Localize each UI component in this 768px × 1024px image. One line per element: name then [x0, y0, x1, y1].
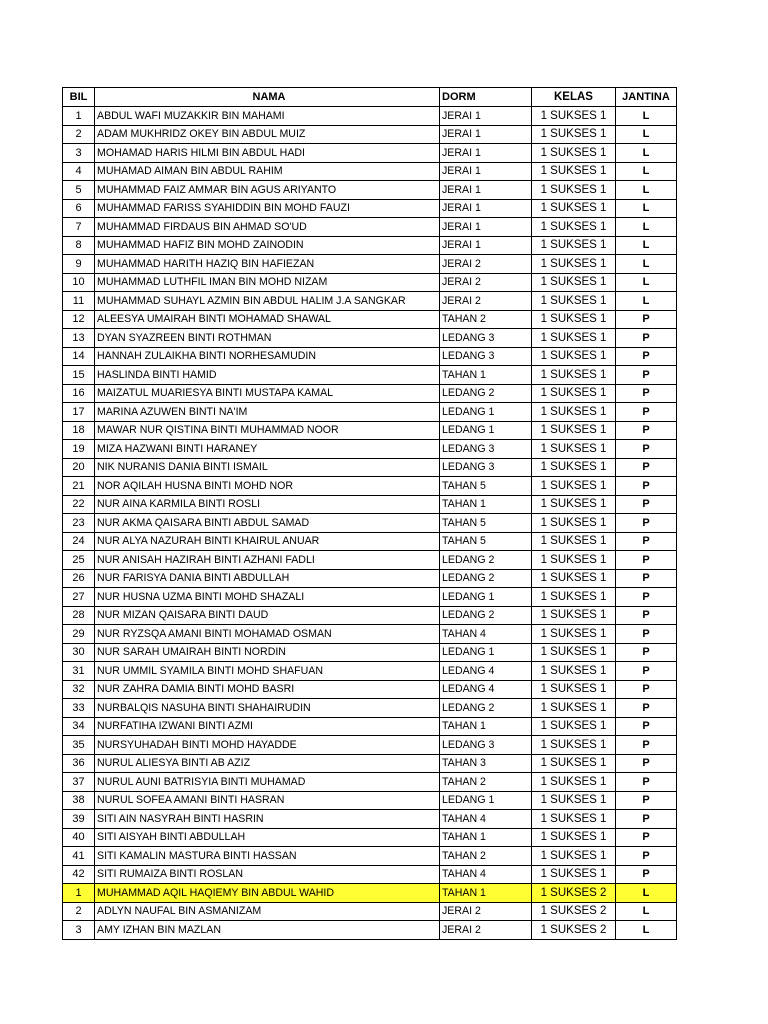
cell-dorm: LEDANG 2 [440, 384, 532, 403]
cell-dorm: LEDANG 3 [440, 458, 532, 477]
cell-bil: 13 [63, 329, 95, 348]
cell-jantina: P [616, 588, 677, 607]
table-row [63, 310, 677, 329]
student-list-sheet [62, 87, 677, 940]
cell-kelas: 1 SUKSES 1 [532, 384, 616, 403]
cell-dorm: TAHAN 1 [440, 495, 532, 514]
cell-bil: 25 [63, 551, 95, 570]
cell-dorm: JERAI 1 [440, 162, 532, 181]
table-row [63, 162, 677, 181]
cell-jantina: P [616, 495, 677, 514]
cell-kelas: 1 SUKSES 1 [532, 236, 616, 255]
cell-jantina: P [616, 680, 677, 699]
cell-dorm: LEDANG 2 [440, 699, 532, 718]
cell-kelas: 1 SUKSES 1 [532, 292, 616, 311]
cell-kelas: 1 SUKSES 1 [532, 551, 616, 570]
cell-dorm: TAHAN 5 [440, 514, 532, 533]
cell-nama: NURBALQIS NASUHA BINTI SHAHAIRUDIN [95, 699, 440, 718]
cell-nama: MUHAMMAD FIRDAUS BIN AHMAD SO'UD [95, 218, 440, 237]
cell-jantina: P [616, 366, 677, 385]
table-row [63, 255, 677, 274]
cell-bil: 38 [63, 791, 95, 810]
cell-nama: NUR HUSNA UZMA BINTI MOHD SHAZALI [95, 588, 440, 607]
cell-jantina: P [616, 310, 677, 329]
cell-bil: 18 [63, 421, 95, 440]
cell-kelas: 1 SUKSES 1 [532, 421, 616, 440]
cell-dorm: LEDANG 3 [440, 736, 532, 755]
cell-jantina: P [616, 625, 677, 644]
cell-nama: NUR SARAH UMAIRAH BINTI NORDIN [95, 643, 440, 662]
cell-dorm: LEDANG 2 [440, 551, 532, 570]
cell-bil: 27 [63, 588, 95, 607]
cell-kelas: 1 SUKSES 1 [532, 125, 616, 144]
cell-nama: NURUL SOFEA AMANI BINTI HASRAN [95, 791, 440, 810]
cell-bil: 7 [63, 218, 95, 237]
cell-jantina: P [616, 458, 677, 477]
cell-nama: NURUL AUNI BATRISYIA BINTI MUHAMAD [95, 773, 440, 792]
cell-dorm: LEDANG 1 [440, 643, 532, 662]
cell-bil: 11 [63, 292, 95, 311]
student-table [62, 87, 677, 940]
cell-dorm: JERAI 1 [440, 125, 532, 144]
table-row [63, 828, 677, 847]
cell-bil: 15 [63, 366, 95, 385]
cell-dorm: LEDANG 1 [440, 421, 532, 440]
cell-jantina: L [616, 218, 677, 237]
cell-bil: 16 [63, 384, 95, 403]
cell-jantina: P [616, 810, 677, 829]
cell-nama: DYAN SYAZREEN BINTI ROTHMAN [95, 329, 440, 348]
table-row [63, 440, 677, 459]
cell-nama: NURUL ALIESYA BINTI AB AZIZ [95, 754, 440, 773]
cell-jantina: P [616, 662, 677, 681]
cell-jantina: L [616, 921, 677, 940]
table-row [63, 921, 677, 940]
cell-bil: 20 [63, 458, 95, 477]
cell-bil: 4 [63, 162, 95, 181]
cell-dorm: JERAI 1 [440, 181, 532, 200]
cell-jantina: P [616, 532, 677, 551]
cell-nama: MUHAMMAD FARISS SYAHIDDIN BIN MOHD FAUZI [95, 199, 440, 218]
cell-kelas: 1 SUKSES 1 [532, 847, 616, 866]
cell-kelas: 1 SUKSES 1 [532, 440, 616, 459]
cell-jantina: P [616, 828, 677, 847]
cell-dorm: LEDANG 1 [440, 588, 532, 607]
cell-jantina: P [616, 347, 677, 366]
cell-dorm: TAHAN 1 [440, 884, 532, 903]
cell-nama: NUR ALYA NAZURAH BINTI KHAIRUL ANUAR [95, 532, 440, 551]
cell-nama: HASLINDA BINTI HAMID [95, 366, 440, 385]
cell-jantina: P [616, 643, 677, 662]
cell-nama: AMY IZHAN BIN MAZLAN [95, 921, 440, 940]
cell-dorm: TAHAN 3 [440, 754, 532, 773]
cell-bil: 39 [63, 810, 95, 829]
table-row [63, 588, 677, 607]
cell-bil: 42 [63, 865, 95, 884]
cell-kelas: 1 SUKSES 1 [532, 477, 616, 496]
cell-nama: NUR ZAHRA DAMIA BINTI MOHD BASRI [95, 680, 440, 699]
cell-nama: NUR MIZAN QAISARA BINTI DAUD [95, 606, 440, 625]
cell-kelas: 1 SUKSES 1 [532, 218, 616, 237]
cell-dorm: LEDANG 3 [440, 347, 532, 366]
cell-jantina: P [616, 569, 677, 588]
cell-bil: 28 [63, 606, 95, 625]
cell-bil: 23 [63, 514, 95, 533]
table-row [63, 273, 677, 292]
cell-kelas: 1 SUKSES 1 [532, 791, 616, 810]
cell-bil: 34 [63, 717, 95, 736]
cell-jantina: P [616, 329, 677, 348]
cell-dorm: TAHAN 4 [440, 625, 532, 644]
cell-jantina: P [616, 736, 677, 755]
cell-nama: NIK NURANIS DANIA BINTI ISMAIL [95, 458, 440, 477]
table-row [63, 791, 677, 810]
cell-nama: MOHAMAD HARIS HILMI BIN ABDUL HADI [95, 144, 440, 163]
cell-bil: 22 [63, 495, 95, 514]
cell-jantina: P [616, 514, 677, 533]
table-row [63, 532, 677, 551]
cell-nama: ABDUL WAFI MUZAKKIR BIN MAHAMI [95, 107, 440, 126]
cell-bil: 2 [63, 125, 95, 144]
cell-kelas: 1 SUKSES 1 [532, 773, 616, 792]
cell-dorm: TAHAN 1 [440, 717, 532, 736]
cell-nama: NUR AINA KARMILA BINTI ROSLI [95, 495, 440, 514]
table-row [63, 514, 677, 533]
cell-dorm: JERAI 1 [440, 218, 532, 237]
cell-nama: NURFATIHA IZWANI BINTI AZMI [95, 717, 440, 736]
cell-jantina: P [616, 477, 677, 496]
cell-bil: 41 [63, 847, 95, 866]
cell-nama: MAIZATUL MUARIESYA BINTI MUSTAPA KAMAL [95, 384, 440, 403]
cell-kelas: 1 SUKSES 1 [532, 699, 616, 718]
cell-jantina: L [616, 884, 677, 903]
cell-jantina: P [616, 847, 677, 866]
cell-nama: NUR ANISAH HAZIRAH BINTI AZHANI FADLI [95, 551, 440, 570]
cell-kelas: 1 SUKSES 1 [532, 865, 616, 884]
table-row [63, 458, 677, 477]
cell-jantina: L [616, 255, 677, 274]
cell-jantina: L [616, 292, 677, 311]
cell-kelas: 1 SUKSES 1 [532, 828, 616, 847]
table-row [63, 606, 677, 625]
cell-bil: 21 [63, 477, 95, 496]
table-row [63, 107, 677, 126]
cell-bil: 14 [63, 347, 95, 366]
cell-jantina: L [616, 181, 677, 200]
cell-dorm: JERAI 2 [440, 292, 532, 311]
cell-bil: 3 [63, 144, 95, 163]
cell-bil: 24 [63, 532, 95, 551]
cell-jantina: L [616, 107, 677, 126]
header-nama: NAMA [95, 88, 440, 107]
cell-dorm: JERAI 1 [440, 144, 532, 163]
table-row [63, 736, 677, 755]
table-body [63, 107, 677, 940]
cell-nama: MUHAMAD AIMAN BIN ABDUL RAHIM [95, 162, 440, 181]
cell-jantina: L [616, 199, 677, 218]
table-row [63, 773, 677, 792]
cell-bil: 8 [63, 236, 95, 255]
cell-kelas: 1 SUKSES 1 [532, 310, 616, 329]
table-row [63, 754, 677, 773]
table-row [63, 699, 677, 718]
table-row [63, 403, 677, 422]
cell-bil: 40 [63, 828, 95, 847]
cell-dorm: TAHAN 2 [440, 847, 532, 866]
table-row [63, 236, 677, 255]
cell-bil: 29 [63, 625, 95, 644]
cell-dorm: JERAI 2 [440, 902, 532, 921]
cell-jantina: L [616, 273, 677, 292]
cell-kelas: 1 SUKSES 1 [532, 680, 616, 699]
cell-kelas: 1 SUKSES 1 [532, 366, 616, 385]
cell-dorm: LEDANG 1 [440, 791, 532, 810]
cell-dorm: TAHAN 2 [440, 310, 532, 329]
cell-kelas: 1 SUKSES 1 [532, 754, 616, 773]
cell-nama: MUHAMMAD HAFIZ BIN MOHD ZAINODIN [95, 236, 440, 255]
cell-bil: 1 [63, 107, 95, 126]
cell-bil: 12 [63, 310, 95, 329]
header-kelas: KELAS [532, 88, 616, 107]
cell-bil: 9 [63, 255, 95, 274]
cell-dorm: LEDANG 1 [440, 403, 532, 422]
table-row [63, 884, 677, 903]
cell-kelas: 1 SUKSES 1 [532, 181, 616, 200]
cell-dorm: TAHAN 1 [440, 366, 532, 385]
cell-nama: SITI AISYAH BINTI ABDULLAH [95, 828, 440, 847]
cell-kelas: 1 SUKSES 1 [532, 514, 616, 533]
table-row [63, 680, 677, 699]
table-row [63, 181, 677, 200]
table-row [63, 144, 677, 163]
cell-kelas: 1 SUKSES 1 [532, 329, 616, 348]
cell-nama: MIZA HAZWANI BINTI HARANEY [95, 440, 440, 459]
table-row [63, 902, 677, 921]
cell-dorm: JERAI 1 [440, 236, 532, 255]
table-row [63, 643, 677, 662]
cell-bil: 36 [63, 754, 95, 773]
table-row [63, 662, 677, 681]
cell-jantina: L [616, 125, 677, 144]
cell-jantina: L [616, 902, 677, 921]
cell-dorm: TAHAN 1 [440, 828, 532, 847]
table-row [63, 421, 677, 440]
table-row [63, 218, 677, 237]
cell-nama: NURSYUHADAH BINTI MOHD HAYADDE [95, 736, 440, 755]
cell-dorm: JERAI 1 [440, 107, 532, 126]
cell-bil: 10 [63, 273, 95, 292]
cell-nama: HANNAH ZULAIKHA BINTI NORHESAMUDIN [95, 347, 440, 366]
cell-kelas: 1 SUKSES 1 [532, 810, 616, 829]
cell-jantina: P [616, 403, 677, 422]
cell-dorm: TAHAN 4 [440, 810, 532, 829]
table-row [63, 366, 677, 385]
cell-dorm: LEDANG 3 [440, 440, 532, 459]
cell-bil: 30 [63, 643, 95, 662]
cell-kelas: 1 SUKSES 1 [532, 625, 616, 644]
cell-nama: MUHAMMAD SUHAYL AZMIN BIN ABDUL HALIM J.A SANGKAR [95, 292, 440, 311]
table-row [63, 551, 677, 570]
cell-dorm: TAHAN 5 [440, 532, 532, 551]
cell-dorm: LEDANG 2 [440, 569, 532, 588]
cell-kelas: 1 SUKSES 1 [532, 347, 616, 366]
table-row [63, 625, 677, 644]
cell-bil: 35 [63, 736, 95, 755]
cell-dorm: LEDANG 4 [440, 680, 532, 699]
cell-nama: NUR FARISYA DANIA BINTI ABDULLAH [95, 569, 440, 588]
table-row [63, 810, 677, 829]
cell-nama: MUHAMMAD LUTHFIL IMAN BIN MOHD NIZAM [95, 273, 440, 292]
cell-kelas: 1 SUKSES 1 [532, 403, 616, 422]
cell-jantina: L [616, 144, 677, 163]
cell-dorm: JERAI 2 [440, 921, 532, 940]
cell-jantina: P [616, 606, 677, 625]
table-row [63, 125, 677, 144]
cell-bil: 2 [63, 902, 95, 921]
cell-bil: 33 [63, 699, 95, 718]
table-row [63, 199, 677, 218]
cell-jantina: P [616, 551, 677, 570]
cell-kelas: 1 SUKSES 1 [532, 588, 616, 607]
cell-bil: 1 [63, 884, 95, 903]
cell-nama: SITI RUMAIZA BINTI ROSLAN [95, 865, 440, 884]
cell-nama: ADLYN NAUFAL BIN ASMANIZAM [95, 902, 440, 921]
cell-dorm: JERAI 1 [440, 199, 532, 218]
cell-bil: 19 [63, 440, 95, 459]
cell-nama: ALEESYA UMAIRAH BINTI MOHAMAD SHAWAL [95, 310, 440, 329]
cell-dorm: LEDANG 2 [440, 606, 532, 625]
cell-kelas: 1 SUKSES 1 [532, 736, 616, 755]
cell-jantina: L [616, 162, 677, 181]
cell-kelas: 1 SUKSES 1 [532, 717, 616, 736]
cell-dorm: TAHAN 4 [440, 865, 532, 884]
cell-kelas: 1 SUKSES 1 [532, 199, 616, 218]
table-row [63, 384, 677, 403]
cell-bil: 37 [63, 773, 95, 792]
cell-nama: SITI KAMALIN MASTURA BINTI HASSAN [95, 847, 440, 866]
cell-kelas: 1 SUKSES 1 [532, 107, 616, 126]
cell-kelas: 1 SUKSES 2 [532, 884, 616, 903]
cell-bil: 32 [63, 680, 95, 699]
cell-kelas: 1 SUKSES 1 [532, 458, 616, 477]
cell-bil: 17 [63, 403, 95, 422]
cell-kelas: 1 SUKSES 1 [532, 273, 616, 292]
header-bil: BIL [63, 88, 95, 107]
cell-kelas: 1 SUKSES 1 [532, 606, 616, 625]
cell-kelas: 1 SUKSES 2 [532, 921, 616, 940]
table-row [63, 717, 677, 736]
cell-nama: NUR RYZSQA AMANI BINTI MOHAMAD OSMAN [95, 625, 440, 644]
cell-jantina: P [616, 440, 677, 459]
header-jantina: JANTINA [616, 88, 677, 107]
cell-bil: 3 [63, 921, 95, 940]
cell-jantina: P [616, 421, 677, 440]
cell-nama: ADAM MUKHRIDZ OKEY BIN ABDUL MUIZ [95, 125, 440, 144]
table-row [63, 329, 677, 348]
cell-kelas: 1 SUKSES 1 [532, 495, 616, 514]
cell-nama: NUR AKMA QAISARA BINTI ABDUL SAMAD [95, 514, 440, 533]
table-row [63, 865, 677, 884]
cell-kelas: 1 SUKSES 1 [532, 569, 616, 588]
cell-jantina: P [616, 717, 677, 736]
cell-jantina: L [616, 236, 677, 255]
table-row [63, 569, 677, 588]
cell-nama: NUR UMMIL SYAMILA BINTI MOHD SHAFUAN [95, 662, 440, 681]
cell-kelas: 1 SUKSES 1 [532, 643, 616, 662]
cell-nama: MAWAR NUR QISTINA BINTI MUHAMMAD NOOR [95, 421, 440, 440]
cell-jantina: P [616, 791, 677, 810]
table-row [63, 495, 677, 514]
cell-kelas: 1 SUKSES 1 [532, 162, 616, 181]
cell-jantina: P [616, 754, 677, 773]
cell-nama: SITI AIN NASYRAH BINTI HASRIN [95, 810, 440, 829]
cell-bil: 5 [63, 181, 95, 200]
cell-dorm: LEDANG 4 [440, 662, 532, 681]
table-row [63, 477, 677, 496]
cell-dorm: TAHAN 5 [440, 477, 532, 496]
cell-jantina: P [616, 773, 677, 792]
cell-bil: 26 [63, 569, 95, 588]
cell-bil: 31 [63, 662, 95, 681]
cell-dorm: JERAI 2 [440, 255, 532, 274]
cell-bil: 6 [63, 199, 95, 218]
cell-kelas: 1 SUKSES 2 [532, 902, 616, 921]
header-row [63, 88, 677, 107]
cell-kelas: 1 SUKSES 1 [532, 662, 616, 681]
cell-nama: MUHAMMAD AQIL HAQIEMY BIN ABDUL WAHID [95, 884, 440, 903]
cell-nama: MARINA AZUWEN BINTI NA'IM [95, 403, 440, 422]
cell-kelas: 1 SUKSES 1 [532, 532, 616, 551]
cell-nama: MUHAMMAD HARITH HAZIQ BIN HAFIEZAN [95, 255, 440, 274]
cell-nama: MUHAMMAD FAIZ AMMAR BIN AGUS ARIYANTO [95, 181, 440, 200]
cell-nama: NOR AQILAH HUSNA BINTI MOHD NOR [95, 477, 440, 496]
cell-kelas: 1 SUKSES 1 [532, 255, 616, 274]
cell-dorm: LEDANG 3 [440, 329, 532, 348]
cell-dorm: TAHAN 2 [440, 773, 532, 792]
table-row [63, 347, 677, 366]
cell-kelas: 1 SUKSES 1 [532, 144, 616, 163]
table-row [63, 292, 677, 311]
header-dorm: DORM [440, 88, 532, 107]
cell-dorm: JERAI 2 [440, 273, 532, 292]
cell-jantina: P [616, 699, 677, 718]
cell-jantina: P [616, 384, 677, 403]
cell-jantina: P [616, 865, 677, 884]
table-row [63, 847, 677, 866]
